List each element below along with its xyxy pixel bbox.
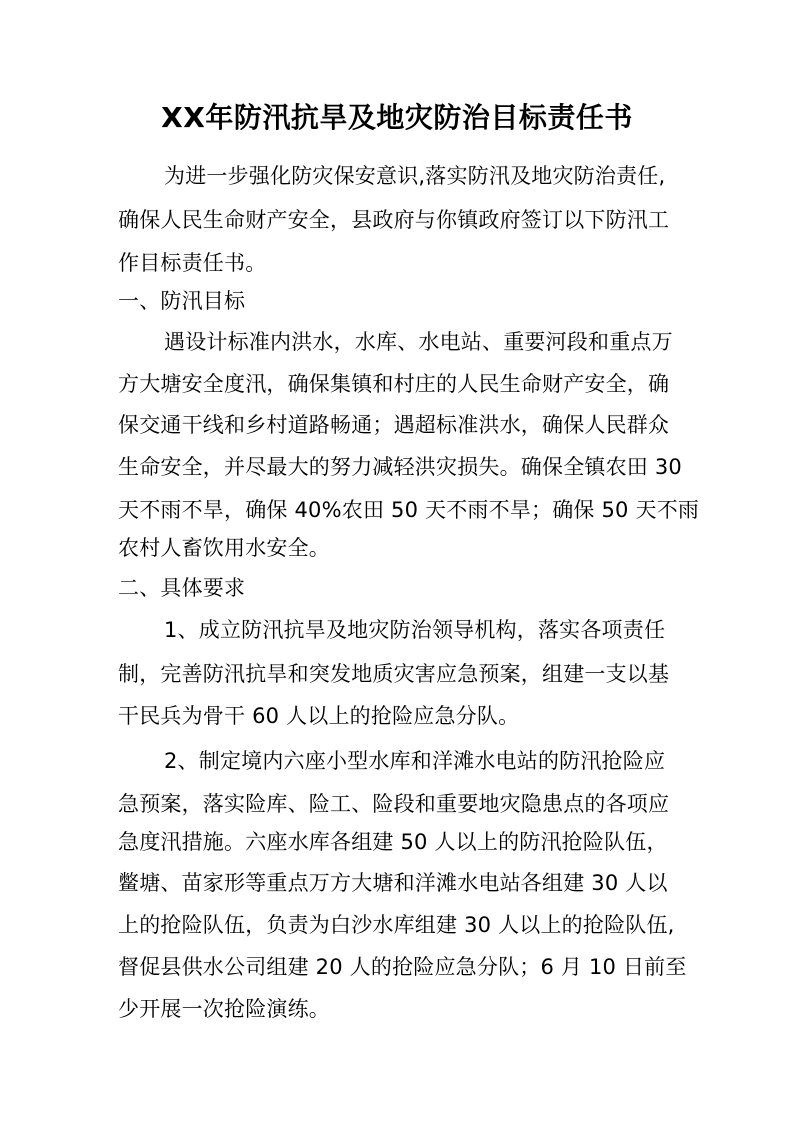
paragraph-line: 作目标责任书。 bbox=[118, 251, 267, 275]
paragraph-line: 督促县供水公司组建 20 人的抢险应急分队；6 月 10 日前至 bbox=[118, 955, 687, 979]
paragraph-line: 1、成立防汛抗旱及地灾防治领导机构，落实各项责任 bbox=[164, 618, 666, 642]
paragraph-line: 上的抢险队伍，负责为白沙水库组建 30 人以上的抢险队伍, bbox=[118, 913, 675, 937]
paragraph-line: 为进一步强化防灾保安意识,落实防汛及地灾防治责任, bbox=[164, 164, 666, 188]
paragraph-line: 2、制定境内六座小型水库和洋滩水电站的防汛抢险应 bbox=[164, 749, 666, 773]
paragraph-line: 制，完善防汛抗旱和突发地质灾害应急预案，组建一支以基 bbox=[118, 662, 670, 686]
paragraph-line: 保交通干线和乡村道路畅通；遇超标准洪水，确保人民群众 bbox=[118, 413, 670, 437]
paragraph-line: 方大塘安全度汛，确保集镇和村庄的人民生命财产安全，确 bbox=[118, 372, 670, 396]
paragraph-line: 生命安全，并尽最大的努力减轻洪灾损失。确保全镇农田 30 bbox=[118, 455, 682, 479]
section-heading: 一、防汛目标 bbox=[118, 289, 246, 313]
document-title: XX年防汛抗旱及地灾防治目标责任书 bbox=[161, 101, 633, 134]
paragraph-line: 急度汛措施。六座水库各组建 50 人以上的防汛抢险队伍， bbox=[118, 830, 668, 854]
paragraph-line: 遇设计标准内洪水，水库、水电站、重要河段和重点万 bbox=[164, 330, 673, 354]
paragraph-line: 少开展一次抢险演练。 bbox=[118, 997, 330, 1021]
paragraph-line: 农村人畜饮用水安全。 bbox=[118, 536, 330, 560]
section-heading: 二、具体要求 bbox=[118, 576, 246, 600]
paragraph-line: 鳖塘、苗家形等重点万方大塘和洋滩水电站各组建 30 人以 bbox=[118, 871, 668, 895]
paragraph-line: 天不雨不旱，确保 40%农田 50 天不雨不旱；确保 50 天不雨 bbox=[118, 498, 700, 522]
paragraph-line: 确保人民生命财产安全，县政府与你镇政府签订以下防汛工 bbox=[118, 208, 670, 232]
paragraph-line: 急预案，落实险库、险工、险段和重要地灾隐患点的各项应 bbox=[118, 792, 670, 816]
paragraph-line: 干民兵为骨干 60 人以上的抢险应急分队。 bbox=[118, 704, 520, 728]
